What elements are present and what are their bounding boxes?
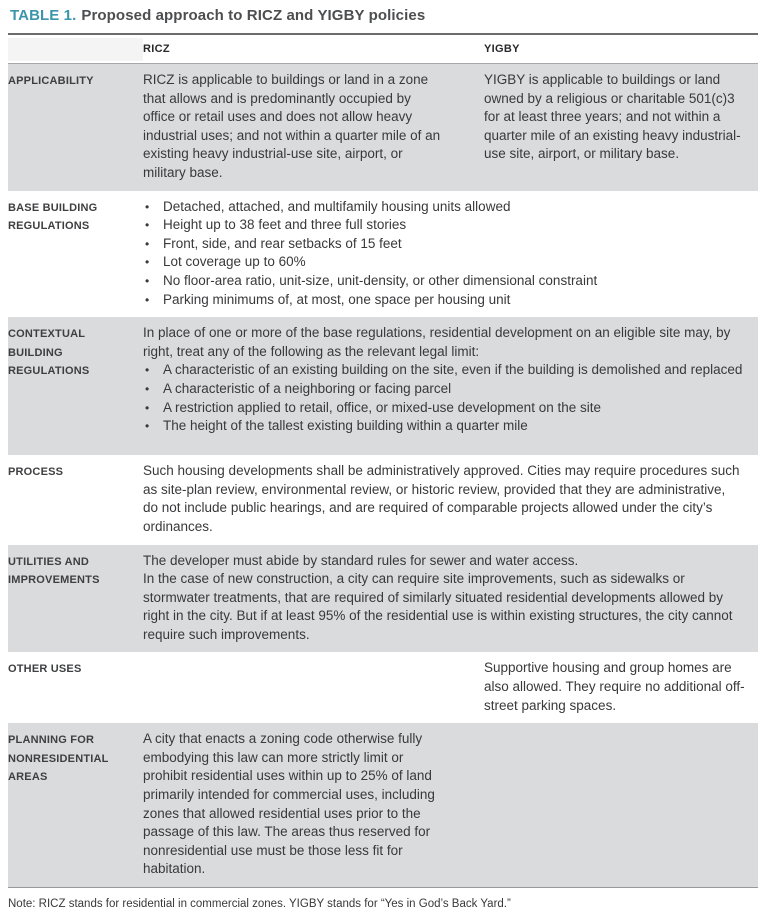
row-label: CONTEXTUAL BUILDING REGULATIONS (8, 328, 90, 378)
row-label-cell (8, 191, 143, 318)
table-row (8, 723, 758, 888)
column-header-ricz: RICZ (143, 43, 170, 55)
table-row (8, 64, 758, 191)
table-note: Note: RICZ stands for residential in commercial zones. YIGBY stands for “Yes in God’s Back Yard.” (8, 898, 511, 910)
table-title (8, 6, 758, 26)
bullet-item: • Front, side, and rear setbacks of 15 feet (143, 235, 743, 254)
bullet-item: • Parking minimums of, at most, one space per housing unit (143, 291, 743, 310)
row-label: OTHER USES (8, 663, 82, 676)
row-label-cell (8, 317, 143, 455)
bullet-list (143, 361, 743, 435)
cell-ricz (143, 652, 484, 723)
row-label: BASE BUILDING REGULATIONS (8, 201, 98, 233)
intro-paragraph: In place of one or more of the base regulations, residential development on an eligible site may, by right, treat any of the following as the relevant legal limit: (143, 325, 731, 359)
table-title-text: Proposed approach to RICZ and YIGBY policies (81, 7, 426, 24)
paragraph: In the case of new construction, a city can require site improvements, such as sidewalks or stormwater treatments, that are required of similarly situated residential developments allowed by right in the city. But if at least 95% of the residential use is within existing structures, the city cannot require such improvements. (143, 571, 733, 642)
cell-span (143, 455, 758, 544)
table-body (8, 64, 758, 888)
table-row (8, 191, 758, 318)
row-label: PLANNING FOR NONRESIDENTIAL AREAS (8, 734, 109, 784)
bullet-item: • A characteristic of a neighboring or facing parcel (143, 380, 743, 399)
bullet-item: • Detached, attached, and multifamily housing units allowed (143, 198, 743, 217)
table-row (8, 317, 758, 455)
cell-yigby (484, 723, 758, 887)
table-row (8, 455, 758, 544)
cell-span (143, 545, 758, 653)
bullet-item: • Height up to 38 feet and three full stories (143, 216, 743, 235)
paragraph: The developer must abide by standard rules for sewer and water access. (143, 552, 579, 568)
row-label: PROCESS (8, 466, 64, 479)
bullet-item: • No floor-area ratio, unit-size, unit-density, or other dimensional constraint (143, 272, 743, 291)
cell-ricz: A city that enacts a zoning code otherwise fully embodying this law can more strictly limit or prohibit residential uses within up to 25% of land primarily intended for commercial uses, including zones that allowed residential uses prior to the passage of this law. The areas thus reserved for nonresidential use must be those less fit for habitation. (143, 731, 435, 877)
bullet-item: • A characteristic of an existing building on the site, even if the building is demolished and replaced (143, 361, 743, 380)
bullet-list (143, 198, 743, 310)
policy-table (8, 35, 758, 888)
cell-span (143, 317, 758, 455)
row-label-cell (8, 455, 143, 544)
row-label-cell (8, 652, 143, 723)
row-label: APPLICABILITY (8, 75, 94, 87)
table-header-row (8, 35, 758, 64)
paragraph: Such housing developments shall be administratively approved. Cities may require procedures such as site-plan review, environmental review, or historic review, provided that they are administrative, do not include public hearings, and are required of comparable projects allowed under the city’s ordinances. (143, 463, 740, 534)
row-label-cell (8, 64, 143, 191)
row-label-cell (8, 545, 143, 653)
cell-span (143, 191, 758, 318)
cell-yigby: YIGBY is applicable to buildings or land owned by a religious or charitable 501(c)3 for at least three years; and not within a quarter mile of an existing heavy industrial-use site, airport, or military base. (484, 72, 741, 162)
row-label: UTILITIES AND IMPROVEMENTS (8, 555, 100, 587)
cell-ricz: RICZ is applicable to buildings or land in a zone that allows and is predominantly occupied by office or retail uses and does not allow heavy industrial uses; and not within a quarter mile of an existing heavy industrial-use site, airport, or military base. (143, 72, 441, 180)
table-row (8, 545, 758, 653)
column-header-yigby: YIGBY (484, 43, 520, 55)
table-row (8, 652, 758, 723)
bullet-item: • A restriction applied to retail, office, or mixed-use development on the site (143, 399, 743, 418)
bullet-item: • The height of the tallest existing building within a quarter mile (143, 417, 743, 436)
header-label-box (8, 38, 143, 61)
row-label-cell (8, 723, 143, 887)
bullet-item: • Lot coverage up to 60% (143, 253, 743, 272)
cell-yigby: Supportive housing and group homes are also allowed. They require no additional off-street parking spaces. (484, 660, 745, 713)
table-number: TABLE 1. (10, 7, 77, 24)
